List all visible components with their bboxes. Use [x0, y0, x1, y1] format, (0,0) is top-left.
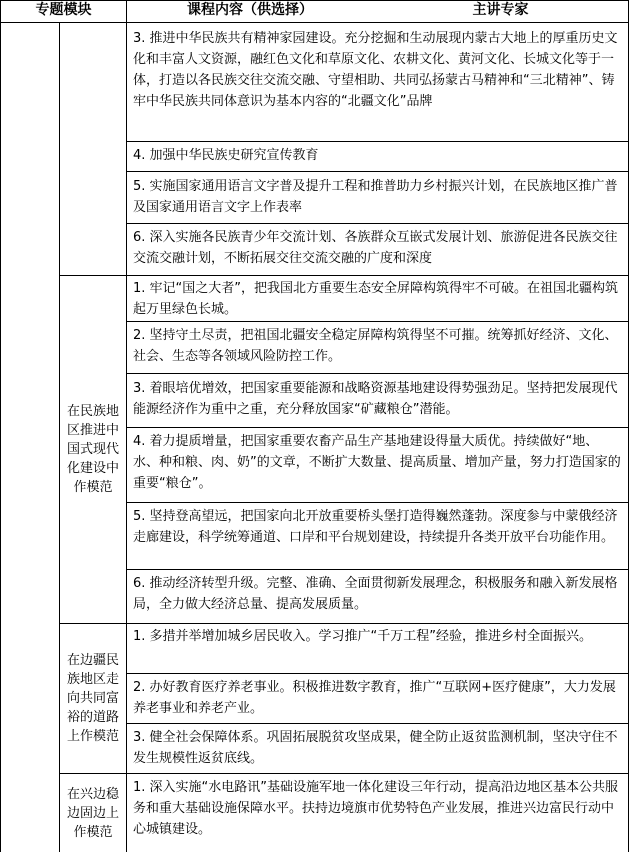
- course-item: 2. 坚持守土尽责，把祖国北疆安全稳定屏障构筑得坚不可摧。统筹抓好经济、文化、社会、生态等各领域风险防控工作。: [133, 328, 618, 364]
- row-divider: [126, 427, 629, 428]
- header-course: 课程内容（供选择）: [187, 2, 313, 18]
- course-item: 3. 着眼培优增效，把国家重要能源和战略资源基地建设得势强劲足。坚持把发展现代能源经济作为重中之重，充分释放国家“矿藏粮仓”潜能。: [133, 381, 618, 417]
- course-item: 3. 推进中华民族共有精神家园建设。充分挖掘和生动展现内蒙古大地上的厚重历史文化和丰富人文资源，融红色文化和草原文化、农耕文化、黄河文化、长城文化等于一体，打造以各民族交往交流交融、守望相助、共同弘扬蒙古马精神和“三北精神”、铸牢中华民族共同体意识为基本内容的“北疆文化”品牌: [133, 31, 618, 109]
- row-divider: [59, 275, 629, 276]
- column-divider: [126, 0, 127, 852]
- row-divider: [126, 141, 629, 142]
- course-item: 4. 着力提质增量，把国家重要农畜产品生产基地建设得量大质优。持续做好“地、水、种和粮、肉、奶”的文章，不断扩大数量、提高质量、增加产量，努力打造国家的重要“粮仓”。: [133, 434, 621, 491]
- course-item: 6. 深入实施各民族青少年交流计划、各族群众互嵌式发展计划、旅游促进各民族交往交流交融计划，不断拓展交往交流交融的广度和深度: [133, 230, 618, 266]
- header-expert: 主讲专家: [472, 2, 529, 18]
- course-item: 6. 推动经济转型升级。完整、准确、全面贯彻新发展理念，积极服务和融入新发展格局，全力做大经济总量、提高发展质量。: [133, 576, 618, 612]
- course-item: 3. 健全社会保障体系。巩固拓展脱贫攻坚成果，健全防止返贫监测机制，坚决守住不发生规模性返贫底线。: [133, 730, 618, 766]
- row-divider: [126, 171, 629, 172]
- course-item: 5. 实施国家通用语言文字普及提升工程和推普助力乡村振兴计划，在民族地区推广普及国家通用语言文字上作表率: [133, 179, 618, 215]
- course-item: 4. 加强中华民族史研究宣传教育: [133, 148, 319, 163]
- course-item: 1. 多措并举增加城乡居民收入。学习推广“千万工程”经验，推进乡村全面振兴。: [133, 629, 593, 644]
- course-item: 1. 深入实施“水电路讯”基础设施军地一体化建设三年行动，提高沿边地区基本公共服务和重大基础设施保障水平。扶持边境旗市优势特色产业发展，推进兴边富民行动中心城镇建设。: [133, 780, 619, 837]
- row-divider: [126, 673, 629, 674]
- course-item: 5. 坚持登高望远，把国家向北开放重要桥头堡打造得巍然蓬勃。深度参与中蒙俄经济走廊建设，科学统筹通道、口岸和平台规划建设，持续提升各类开放平台功能作用。: [133, 509, 618, 545]
- row-divider: [126, 373, 629, 374]
- submodule-label: 在边疆民族地区走向共同富裕的道路上作模范: [66, 653, 119, 744]
- row-divider: [126, 502, 629, 503]
- row-divider: [126, 569, 629, 570]
- table-border-left: [0, 0, 1, 852]
- row-divider: [126, 321, 629, 322]
- submodule-cell: [60, 624, 126, 773]
- row-divider: [59, 623, 629, 624]
- submodule-label: 在民族地区推进中国式现代化建设中作模范: [66, 404, 119, 495]
- table-border-right: [628, 0, 629, 852]
- row-divider: [126, 223, 629, 224]
- submodule-cell: [60, 276, 126, 623]
- submodule-cell: [60, 774, 126, 852]
- header-divider: [0, 22, 629, 23]
- row-divider: [59, 773, 629, 774]
- row-divider: [126, 723, 629, 724]
- submodule-label: 在兴边稳边固边上作模范: [66, 786, 119, 840]
- course-item: 1. 牢记“国之大者”，把我国北方重要生态安全屏障构筑得牢不可破。在祖国北疆构筑起万里绿色长城。: [133, 281, 619, 317]
- header-module: 专题模块: [35, 2, 92, 18]
- course-item: 2. 办好教育医疗养老事业。积极推进数字教育，推广“互联网+医疗健康”，大力发展养老事业和养老产业。: [133, 680, 616, 716]
